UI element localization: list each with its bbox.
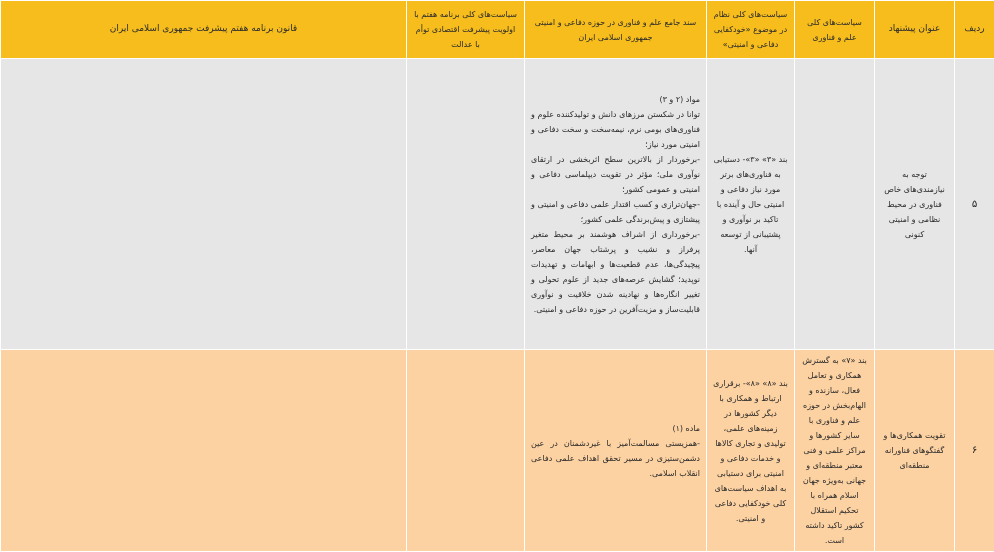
sanad-line: -جهان‌ترازی و کسب اقتدار علمی دفاعی و امنیتی و پیشتازی و پیش‌برندگی علمی کشور؛ [531,197,700,227]
header-radif: ردیف [955,1,994,59]
header-policies-system [707,1,795,59]
header-title: عنوان پیشنهاد [875,1,955,59]
row-policies-seventh [407,59,525,350]
sanad-line: مواد (۲ و ۳) [531,92,700,107]
sanad-line: -برخوردار از بالاترین سطح اثربخشی در ارتقای نوآوری ملی؛ مؤثر در تقویت دیپلماسی دفاعی و امنیتی و عمومی کشور؛ [531,152,700,197]
header-policies-seventh-text: سیاست‌های کلی برنامه هفتم با اولویت پیشرفت اقتصادی توأم با عدالت [407,7,524,52]
row-title [875,59,955,350]
row-number: ۶ [955,350,994,552]
row-policies-system-text: بند «۸» «۸»- برقراری ارتباط و همکاری با دیگر کشورها در زمینه‌های علمی، تولیدی و تجاری کالاها و خدمات دفاعی و امنیتی برای دستیابی به اهداف سیاست‌های کلی خودکفایی دفاعی و امنیتی. [707,376,794,526]
row-law [1,59,407,350]
sanad-line: -برخورداری از اشراف هوشمند بر محیط متغیر پرفراز و نشیب و پرشتاب جهان معاصر، پیچیدگی‌ها، عدم قطعیت‌ها و ابهامات و تهدیدات نوپدید؛ گشایش عرصه‌های جدید از علوم تحولی و تغییر انگاره‌ها و نهادینه شدن خلاقیت و نوآوری قابلیت‌ساز و مزیت‌آفرین در حوزه دفاعی و امنیتی. [531,227,700,317]
header-policies-seventh [407,1,525,59]
row-policies-system [707,59,795,350]
row-title-text: توجه به نیازمندی‌های خاص فناوری در محیط نظامی و امنیتی کنونی [875,167,954,242]
row-policies-system [707,350,795,552]
row-title-text: تقویت همکاری‌ها و گفتگوهای فناورانه منطقه‌ای [875,428,954,473]
sanad-line: ماده (۱) [531,421,700,436]
sanad-line: -همزیستی مسالمت‌آمیز با غیردشمنان در عین دشمن‌ستیزی در مسیر تحقق اهداف علمی دفاعی انقلاب اسلامی. [531,436,700,481]
row-sanad [525,350,707,552]
header-policies-general-text: سیاست‌های کلی علم و فناوری [795,15,874,45]
table-row [1,59,994,350]
row-policies-seventh [407,350,525,552]
row-sanad-text [525,421,706,481]
row-law [1,350,407,552]
header-policies-system-text: سیاست‌های کلی نظام در موضوع «خودکفایی دفاعی و امنیتی» [707,7,794,52]
row-sanad-text [525,92,706,317]
row-policies-general [795,350,875,552]
sanad-line: توانا در شکستن مرزهای دانش و تولیدکننده علوم و فناوری‌های بومی نرم، نیمه‌سخت و سخت دفاعی و امنیتی مورد نیاز؛ [531,107,700,152]
row-sanad [525,59,707,350]
row-number: ۵ [955,59,994,350]
row-policies-system-text: بند «۳» «۳»- دستیابی به فناوری‌های برتر مورد نیاز دفاعی و امنیتی حال و آینده با تاکید بر نوآوری و پشتیبانی از توسعه آنها. [707,152,794,257]
header-row [1,1,994,59]
header-sanad-text: سند جامع علم و فناوری در حوزه دفاعی و امنیتی جمهوری اسلامی ایران [525,15,706,45]
row-policies-general [795,59,875,350]
header-policies-general [795,1,875,59]
row-title [875,350,955,552]
table-row [1,350,994,552]
row-policies-general-text: بند «۷» به گسترش همکاری و تعامل فعال، سازنده و الهام‌بخش در حوزه علم و فناوری با سایر کشورها و مراکز علمی و فنی معتبر منطقه‌ای و جهانی به‌ویژه جهان اسلام همراه با تحکیم استقلال کشور تاکید داشته است. [795,353,874,548]
header-sanad [525,1,707,59]
header-law: قانون برنامه هفتم پیشرفت جمهوری اسلامی ایران [1,1,407,59]
